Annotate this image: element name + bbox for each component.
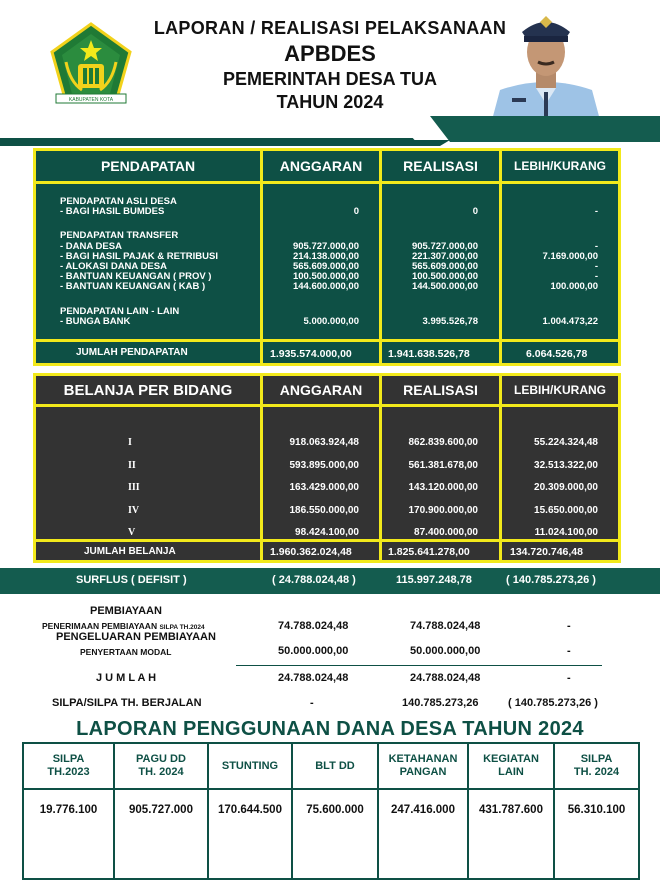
realisasi-value: 87.400.000,00 xyxy=(414,527,478,538)
anggaran-value: 163.429.000,00 xyxy=(289,482,359,493)
anggaran-value: 905.727.000,00 xyxy=(292,240,359,252)
silpa-label: SILPA/SILPA TH. BERJALAN xyxy=(52,697,202,709)
lebih-value: - xyxy=(594,240,598,252)
surplus-lebih: ( 140.785.273,26 ) xyxy=(506,574,596,586)
realisasi-value: 3.995.526,78 xyxy=(422,315,478,327)
dd-value: 56.310.100 xyxy=(567,804,626,816)
jumlah-belanja-label: JUMLAH BELANJA xyxy=(84,546,176,557)
dd-column xyxy=(24,744,115,878)
penerimaan-lebih: - xyxy=(567,620,571,632)
lebih-value: - xyxy=(594,261,598,273)
lebih-value: 11.024.100,00 xyxy=(534,527,598,538)
silpa-anggaran: - xyxy=(310,697,314,709)
jumlah-realisasi: 24.788.024,48 xyxy=(410,672,481,684)
anggaran-value: 214.138.000,00 xyxy=(292,250,359,262)
grid-line xyxy=(36,339,618,342)
anggaran-value: 98.424.100,00 xyxy=(295,527,359,538)
lebih-value: 7.169.000,00 xyxy=(542,250,598,262)
dd-column xyxy=(293,744,379,878)
jumlah-anggaran: 24.788.024,48 xyxy=(278,672,349,684)
jumlah-divider xyxy=(236,665,602,666)
pad-realisasi: 0 xyxy=(472,206,478,218)
dd-value: 75.600.000 xyxy=(306,804,364,816)
belanja-heading: BELANJA PER BIDANG xyxy=(36,376,260,404)
jumlah-pendapatan-lebih: 6.064.526,78 xyxy=(526,348,588,360)
pad-lebih: - xyxy=(594,206,598,218)
jumlah-belanja-anggaran: 1.960.362.024,48 xyxy=(270,546,352,558)
realisasi-value: 221.307.000,00 xyxy=(411,250,478,262)
title-line-1: LAPORAN / REALISASI PELAKSANAAN xyxy=(153,18,507,38)
lebih-value: 1.004.473,22 xyxy=(542,315,598,327)
bidang-label: I xyxy=(128,437,132,448)
transfer-row-label: - BANTUAN KEUANGAN ( PROV ) xyxy=(60,271,212,283)
jumlah-pendapatan-anggaran: 1.935.574.000,00 xyxy=(270,348,352,360)
pendapatan-realisasi-values xyxy=(382,197,478,327)
dd-column xyxy=(115,744,209,878)
lebih-value: 32.513.322,00 xyxy=(534,459,598,471)
silpa-lebih: ( 140.785.273,26 ) xyxy=(508,697,598,709)
dd-value: 247.416.000 xyxy=(391,804,455,816)
anggaran-value: 144.600.000,00 xyxy=(292,281,359,293)
bidang-label: II xyxy=(128,459,136,471)
pendapatan-heading: PENDAPATAN xyxy=(36,151,260,181)
dd-head: KEGIATAN LAIN xyxy=(469,744,553,790)
dd-value: 431.787.600 xyxy=(479,804,543,816)
report-title xyxy=(140,18,520,113)
realisasi-value: 565.609.000,00 xyxy=(411,261,478,273)
penyertaan-label: PENYERTAAN MODAL xyxy=(80,647,172,657)
dana-desa-table xyxy=(22,742,640,880)
pad-anggaran: 0 xyxy=(353,206,359,218)
realisasi-value: 100.500.000,00 xyxy=(411,271,478,283)
jumlah-pendapatan-label: JUMLAH PENDAPATAN xyxy=(76,347,188,358)
grid-line xyxy=(36,181,618,184)
lain-row-label: - BUNGA BANK xyxy=(60,315,131,327)
surplus-realisasi: 115.997.248,78 xyxy=(396,574,472,586)
lain-label: PENDAPATAN LAIN - LAIN xyxy=(60,305,180,317)
lebih-value: 15.650.000,00 xyxy=(534,504,598,516)
realisasi-value: 144.500.000,00 xyxy=(411,281,478,293)
dd-head: SILPA TH.2023 xyxy=(24,744,113,790)
title-line-4: TAHUN 2024 xyxy=(276,92,384,112)
anggaran-value: 100.500.000,00 xyxy=(292,271,359,283)
dd-head: SILPA TH. 2024 xyxy=(555,744,638,790)
pendapatan-anggaran-values xyxy=(263,197,359,327)
dd-column xyxy=(209,744,293,878)
title-line-2: APBDES xyxy=(284,41,376,66)
col-anggaran: ANGGARAN xyxy=(263,151,379,181)
regency-logo xyxy=(48,22,134,106)
col-lebih-kurang: LEBIH/KURANG xyxy=(502,376,618,404)
jumlah-pendapatan-realisasi: 1.941.638.526,78 xyxy=(388,348,470,360)
lebih-value: 55.224.324,48 xyxy=(534,437,598,448)
belanja-anggaran-values xyxy=(263,432,359,545)
official-portrait xyxy=(492,8,600,120)
silpa-realisasi: 140.785.273,26 xyxy=(402,697,479,709)
pendapatan-table xyxy=(33,148,621,366)
pad-row-label: - BAGI HASIL BUMDES xyxy=(60,206,165,218)
surplus-label: SURFLUS ( DEFISIT ) xyxy=(76,574,187,586)
transfer-row-label: - DANA DESA xyxy=(60,240,122,252)
realisasi-value: 905.727.000,00 xyxy=(411,240,478,252)
col-realisasi: REALISASI xyxy=(382,151,499,181)
lebih-value: - xyxy=(594,271,598,283)
transfer-row-label: - BAGI HASIL PAJAK & RETRIBUSI xyxy=(60,250,218,262)
penerimaan-label: PENERIMAAN PEMBIAYAAN SILPA TH.2024 xyxy=(42,621,205,631)
transfer-row-label: - ALOKASI DANA DESA xyxy=(60,261,167,273)
transfer-label: PENDAPATAN TRANSFER xyxy=(60,230,179,242)
header-band xyxy=(0,116,660,146)
jumlah-lebih: - xyxy=(567,672,571,684)
realisasi-value: 862.839.600,00 xyxy=(408,437,478,448)
penyertaan-realisasi: 50.000.000,00 xyxy=(410,645,481,657)
logo-caption: KABUPATEN KOTA xyxy=(68,97,114,103)
penerimaan-sub: SILPA TH.2024 xyxy=(159,624,205,631)
dd-column xyxy=(555,744,638,878)
pendapatan-lebih-values xyxy=(502,197,598,327)
pendapatan-labels xyxy=(60,197,218,327)
dd-head: STUNTING xyxy=(209,744,291,790)
belanja-realisasi-values xyxy=(382,432,478,545)
belanja-table xyxy=(33,373,621,563)
anggaran-value: 5.000.000,00 xyxy=(303,315,359,327)
dd-value: 19.776.100 xyxy=(39,804,98,816)
pembiayaan-heading: PEMBIAYAAN xyxy=(90,605,162,617)
transfer-row-label: - BANTUAN KEUANGAN ( KAB ) xyxy=(60,281,206,293)
pengeluaran-label: PENGELUARAN PEMBIAYAAN xyxy=(56,631,216,643)
anggaran-value: 565.609.000,00 xyxy=(292,261,359,273)
dd-value: 170.644.500 xyxy=(218,804,282,816)
penyertaan-lebih: - xyxy=(567,645,571,657)
jumlah-belanja-lebih: 134.720.746,48 xyxy=(510,546,583,558)
lebih-value: 100.000,00 xyxy=(550,281,598,293)
penerimaan-anggaran: 74.788.024,48 xyxy=(278,620,349,632)
col-anggaran: ANGGARAN xyxy=(263,376,379,404)
penerimaan-realisasi: 74.788.024,48 xyxy=(410,620,481,632)
pad-label: PENDAPATAN ASLI DESA xyxy=(60,196,177,207)
col-realisasi: REALISASI xyxy=(382,376,499,404)
dd-column xyxy=(469,744,555,878)
anggaran-value: 186.550.000,00 xyxy=(289,504,359,516)
bidang-label: III xyxy=(128,482,140,493)
surplus-band xyxy=(0,568,660,594)
title-line-3: PEMERINTAH DESA TUA xyxy=(222,69,437,89)
bidang-label: V xyxy=(128,527,136,538)
jumlah-label: J U M L A H xyxy=(96,672,157,684)
grid-line xyxy=(36,404,618,407)
col-lebih-kurang: LEBIH/KURANG xyxy=(502,151,618,181)
bidang-label: IV xyxy=(128,504,140,516)
dd-head: PAGU DD TH. 2024 xyxy=(115,744,207,790)
dd-head: KETAHANAN PANGAN xyxy=(379,744,467,790)
dd-value: 905.727.000 xyxy=(129,804,193,816)
realisasi-value: 561.381.678,00 xyxy=(408,459,478,471)
realisasi-value: 170.900.000,00 xyxy=(408,504,478,516)
jumlah-belanja-realisasi: 1.825.641.278,00 xyxy=(388,546,470,558)
dd-column xyxy=(379,744,469,878)
bidang-column xyxy=(128,432,140,545)
dana-desa-title: LAPORAN PENGGUNAAN DANA DESA TAHUN 2024 xyxy=(76,718,584,740)
surplus-anggaran: ( 24.788.024,48 ) xyxy=(272,574,356,586)
anggaran-value: 918.063.924,48 xyxy=(289,437,359,448)
penyertaan-anggaran: 50.000.000,00 xyxy=(278,645,349,657)
dd-head: BLT DD xyxy=(293,744,377,790)
realisasi-value: 143.120.000,00 xyxy=(408,482,478,493)
anggaran-value: 593.895.000,00 xyxy=(289,459,359,471)
lebih-value: 20.309.000,00 xyxy=(534,482,598,493)
belanja-lebih-values xyxy=(502,432,598,545)
